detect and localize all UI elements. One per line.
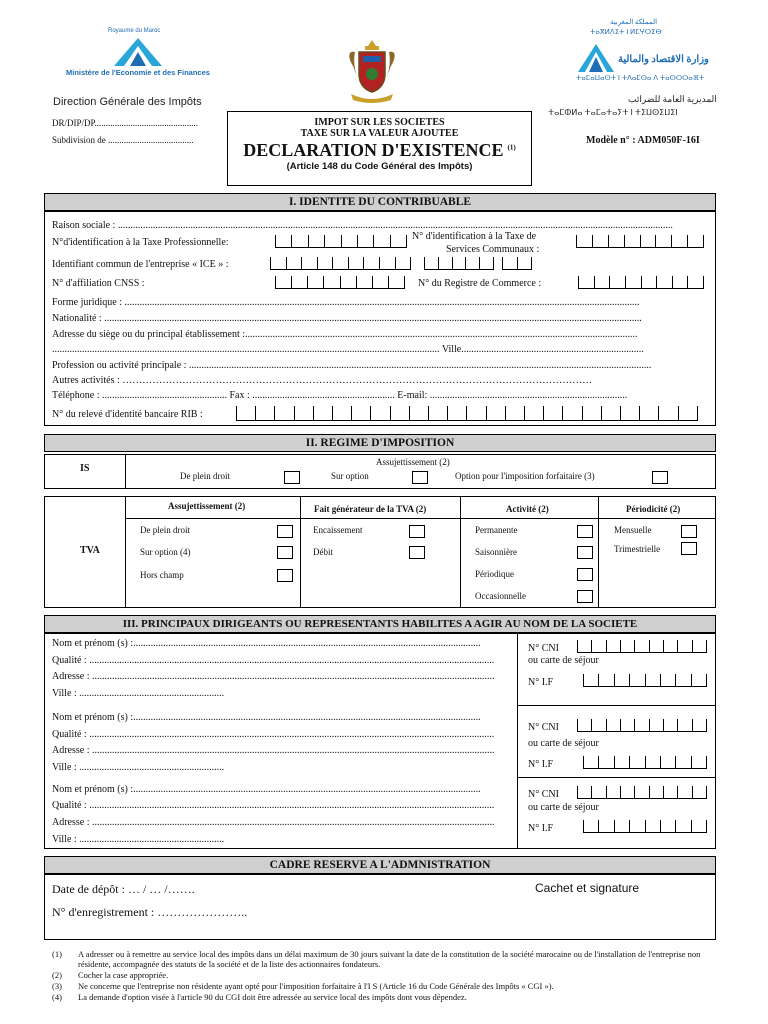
- footnote-4-text: La demande d'option visée à l'article 90 du CGI doit être adressée au service local des impôts dont vous dépendez.: [78, 992, 467, 1002]
- footnote-3-text: Ne concerne que l'entreprise non résidente ayant opté pour l'imposition forfaitaire à l'I S (Article 16 du Code Générale des Impôts « CGI »).: [78, 981, 554, 991]
- ice-digits-2[interactable]: [424, 257, 494, 270]
- tva-plein-label: De plein droit: [140, 525, 190, 535]
- ville-field[interactable]: ........................................................................................................................................................... Ville.........................................................................: [52, 344, 644, 355]
- arabic-direction: المديرية العامة للضرائب: [628, 94, 717, 104]
- dirigeant2-if-digits[interactable]: [583, 756, 707, 769]
- rc-digits[interactable]: [578, 276, 704, 289]
- tifinagh-kingdom: ⵜⴰⴳⵍⴷⵉⵜ ⵏ ⵍⵎⵖⵔⵉⴱ: [590, 28, 662, 36]
- raison-sociale-field[interactable]: Raison sociale : ..............................................................................................................................................................................................................................: [52, 220, 673, 231]
- form-title-box: [227, 111, 532, 186]
- is-plein-checkbox[interactable]: [284, 471, 300, 484]
- dirigeant1-if-digits[interactable]: [583, 674, 707, 687]
- tva-fait-header: Fait générateur de la TVA (2): [314, 504, 427, 514]
- is-label: IS: [80, 463, 90, 474]
- dgi-logo: [546, 18, 726, 122]
- footnote-2-text: Cocher la case appropriée.: [78, 970, 169, 980]
- tifinagh-ministry: ⵜⴰⵎⴰⵡⴰⵙⵜ ⵏ ⵜⴷⴰⵎⵙⴰ ⴷ ⵜⴰⵙⵔⵔⴰⴼⵜ: [576, 74, 705, 82]
- dirigeant3-nom[interactable]: Nom et prénom (s) :...........................................................................................................................................: [52, 784, 481, 795]
- dirigeant1-cni-digits[interactable]: [577, 640, 707, 653]
- footnote-2-num: (2): [52, 970, 62, 980]
- dirigeant2-carte-label: ou carte de séjour: [528, 738, 599, 749]
- dirigeant3-qualite[interactable]: Qualité : ..................................................................................................................................................................: [52, 800, 495, 811]
- footnote-4-num: (4): [52, 992, 62, 1002]
- tsc-label-1: N° d'identification à la Taxe de: [412, 231, 537, 242]
- cnss-label: N° d'affiliation CNSS :: [52, 278, 145, 289]
- article-ref: (Article 148 du Code Général des Impôts): [286, 161, 473, 172]
- cachet-label: Cachet et signature: [535, 881, 640, 895]
- rc-label: N° du Registre de Commerce :: [418, 278, 542, 289]
- periodique-label: Périodique: [475, 569, 514, 579]
- tsc-digits[interactable]: [576, 235, 704, 248]
- main-title-text: DECLARATION D'EXISTENCE: [243, 140, 504, 160]
- tva-periodicite-header: Périodicité (2): [626, 504, 681, 514]
- tva-option-checkbox[interactable]: [277, 546, 293, 559]
- rib-digits[interactable]: [236, 406, 698, 421]
- tva-assuj-header: Assujettissement (2): [168, 501, 246, 511]
- model-number: Modèle n° : ADM050F-16I: [586, 135, 700, 146]
- dirigeant2-cni-digits[interactable]: [577, 719, 707, 732]
- is-option-checkbox[interactable]: [412, 471, 428, 484]
- tva-label: TVA: [80, 545, 100, 556]
- rib-label: N° du relevé d'identité bancaire RIB :: [52, 409, 203, 420]
- debit-label: Débit: [313, 547, 333, 557]
- arabic-ministry: وزارة الاقتصاد والمالية: [618, 54, 709, 65]
- ice-label: Identifiant commun de l'entreprise « ICE » :: [52, 259, 229, 270]
- footnote-1-num: (1): [52, 949, 62, 959]
- ice-digits-1[interactable]: [270, 257, 411, 270]
- section1-title: I. IDENTITE DU CONTRIBUABLE: [44, 193, 716, 211]
- dirigeant2-nom[interactable]: Nom et prénom (s) :...........................................................................................................................................: [52, 712, 481, 723]
- dirigeant1-ville[interactable]: Ville : ..........................................................: [52, 688, 225, 699]
- forme-field[interactable]: Forme juridique : ..............................................................................................................................................................................................................: [52, 297, 640, 308]
- dirigeant3-cni-label: N° CNI: [528, 789, 559, 800]
- occasionnelle-label: Occasionnelle: [475, 591, 526, 601]
- saisonniere-label: Saisonnière: [475, 547, 517, 557]
- is-forfait-label: Option pour l'imposition forfaitaire (3): [455, 471, 595, 481]
- footnote-3-num: (3): [52, 981, 62, 991]
- is-assuj-header: Assujettissement (2): [376, 457, 450, 467]
- cnss-digits[interactable]: [275, 276, 405, 289]
- dirigeant1-carte-label: ou carte de séjour: [528, 655, 599, 666]
- footnote-4: [52, 992, 716, 1002]
- ice-digits-3[interactable]: [502, 257, 532, 270]
- section2-title: II. REGIME D'IMPOSITION: [44, 434, 716, 452]
- is-plein-label: De plein droit: [180, 471, 230, 481]
- title-is: IMPOT SUR LES SOCIETES: [314, 117, 445, 128]
- dirigeant2-cni-label: N° CNI: [528, 722, 559, 733]
- tsc-label-2: Services Communaux :: [446, 244, 540, 255]
- permanente-checkbox[interactable]: [577, 525, 593, 538]
- autres-field[interactable]: Autres activités : ……………………………………………………………………………………………………………………………: [52, 375, 593, 386]
- footnote-1-text: A adresser ou à remettre au service local des impôts dans un délai maximum de 30 jours suivant la date de la constitution de la société marocaine ou de l'installation de l'entreprise non résidente, accompagnée des statuts de la société et de la liste des actionnaires fondateurs.: [78, 949, 701, 969]
- dr-line: DR/DIP/DP..............................................: [52, 118, 199, 128]
- nationalite-field[interactable]: Nationalité : .......................................................................................................................................................................................................................: [52, 313, 642, 324]
- dirigeant2-if-label: N° I.F: [528, 759, 554, 770]
- telephone-field[interactable]: Téléphone : .................................................. Fax : ......................................................... E-mail: ...............................................................................: [52, 390, 628, 401]
- periodique-checkbox[interactable]: [577, 568, 593, 581]
- trimestrielle-checkbox[interactable]: [681, 542, 697, 555]
- is-option-label: Sur option: [331, 471, 369, 481]
- dirigeant3-cni-digits[interactable]: [577, 786, 707, 799]
- footnote-2: [52, 970, 716, 980]
- adresse-field[interactable]: Adresse du siège ou du principal établissement :.............................................................................................................................................................: [52, 329, 638, 340]
- title-tva: TAXE SUR LA VALEUR AJOUTEE: [300, 128, 459, 139]
- dgi-emblem-icon: [576, 42, 616, 78]
- dirigeant3-adresse[interactable]: Adresse : .................................................................................................................................................................: [52, 817, 495, 828]
- trimestrielle-label: Trimestrielle: [614, 544, 661, 554]
- dirigeant2-adresse[interactable]: Adresse : .................................................................................................................................................................: [52, 745, 495, 756]
- tp-label: N°d'identification à la Taxe Professionnelle:: [52, 237, 229, 248]
- dirigeant2-ville[interactable]: Ville : ..........................................................: [52, 762, 225, 773]
- dirigeant1-adresse[interactable]: Adresse : .................................................................................................................................................................: [52, 671, 495, 682]
- kingdom-label: Royaume du Maroc: [108, 28, 161, 34]
- tifinagh-direction: ⵜⴰⵎⵀⵍⴰ ⵜⴰⵎⴰⵜⴰⵢⵜ ⵏ ⵜⵉⵡⵙⵉⵡⵉⵏ: [548, 108, 678, 117]
- tva-hors-label: Hors champ: [140, 570, 184, 580]
- ministry-name: Ministère de l'Economie et des Finances: [66, 68, 210, 77]
- encaissement-checkbox[interactable]: [409, 525, 425, 538]
- tp-digits[interactable]: [275, 235, 407, 248]
- dirigeant1-qualite[interactable]: Qualité : ..................................................................................................................................................................: [52, 655, 495, 666]
- section3-title: III. PRINCIPAUX DIRIGEANTS OU REPRESENTANTS HABILITES A AGIR AU NOM DE LA SOCIETE: [44, 615, 716, 633]
- dirigeant1-if-label: N° I.F: [528, 677, 554, 688]
- dirigeant1-nom[interactable]: Nom et prénom (s) :...........................................................................................................................................: [52, 638, 481, 649]
- enregistrement-field[interactable]: N° d'enregistrement : …………………..: [52, 905, 248, 919]
- debit-checkbox[interactable]: [409, 546, 425, 559]
- dirigeant3-carte-label: ou carte de séjour: [528, 802, 599, 813]
- main-title: [228, 140, 531, 161]
- dirigeant3-if-label: N° I.F: [528, 823, 554, 834]
- dirigeant2-qualite[interactable]: Qualité : ..................................................................................................................................................................: [52, 729, 495, 740]
- subdivision-line: Subdivision de ......................................: [52, 135, 194, 145]
- encaissement-label: Encaissement: [313, 525, 363, 535]
- direction-name: Direction Générale des Impôts: [53, 96, 202, 108]
- dirigeant1-cni-label: N° CNI: [528, 643, 559, 654]
- mensuelle-checkbox[interactable]: [681, 525, 697, 538]
- profession-field[interactable]: Profession ou activité principale : .........................................................................................................................................................................................: [52, 360, 652, 371]
- tva-option-label: Sur option (4): [140, 547, 191, 557]
- saisonniere-checkbox[interactable]: [577, 546, 593, 559]
- mensuelle-label: Mensuelle: [614, 525, 652, 535]
- section4-title: CADRE RESERVE A L'ADMNISTRATION: [44, 856, 716, 874]
- dirigeant3-if-digits[interactable]: [583, 820, 707, 833]
- arabic-kingdom: المملكة المغربية: [610, 18, 658, 26]
- tva-hors-checkbox[interactable]: [277, 569, 293, 582]
- coat-of-arms-icon: [343, 36, 401, 106]
- tva-activite-header: Activité (2): [506, 504, 549, 514]
- tva-plein-checkbox[interactable]: [277, 525, 293, 538]
- footnotes: [52, 949, 716, 1002]
- date-depot-field[interactable]: Date de dépôt : … / … /…….: [52, 882, 195, 896]
- permanente-label: Permanente: [475, 525, 518, 535]
- footnote-1: [52, 949, 716, 969]
- dirigeant3-ville[interactable]: Ville : ..........................................................: [52, 834, 225, 845]
- occasionnelle-checkbox[interactable]: [577, 590, 593, 603]
- footnote-3: [52, 981, 716, 991]
- main-title-note: (1): [507, 143, 516, 152]
- is-forfait-checkbox[interactable]: [652, 471, 668, 484]
- ministry-logo: [62, 22, 210, 94]
